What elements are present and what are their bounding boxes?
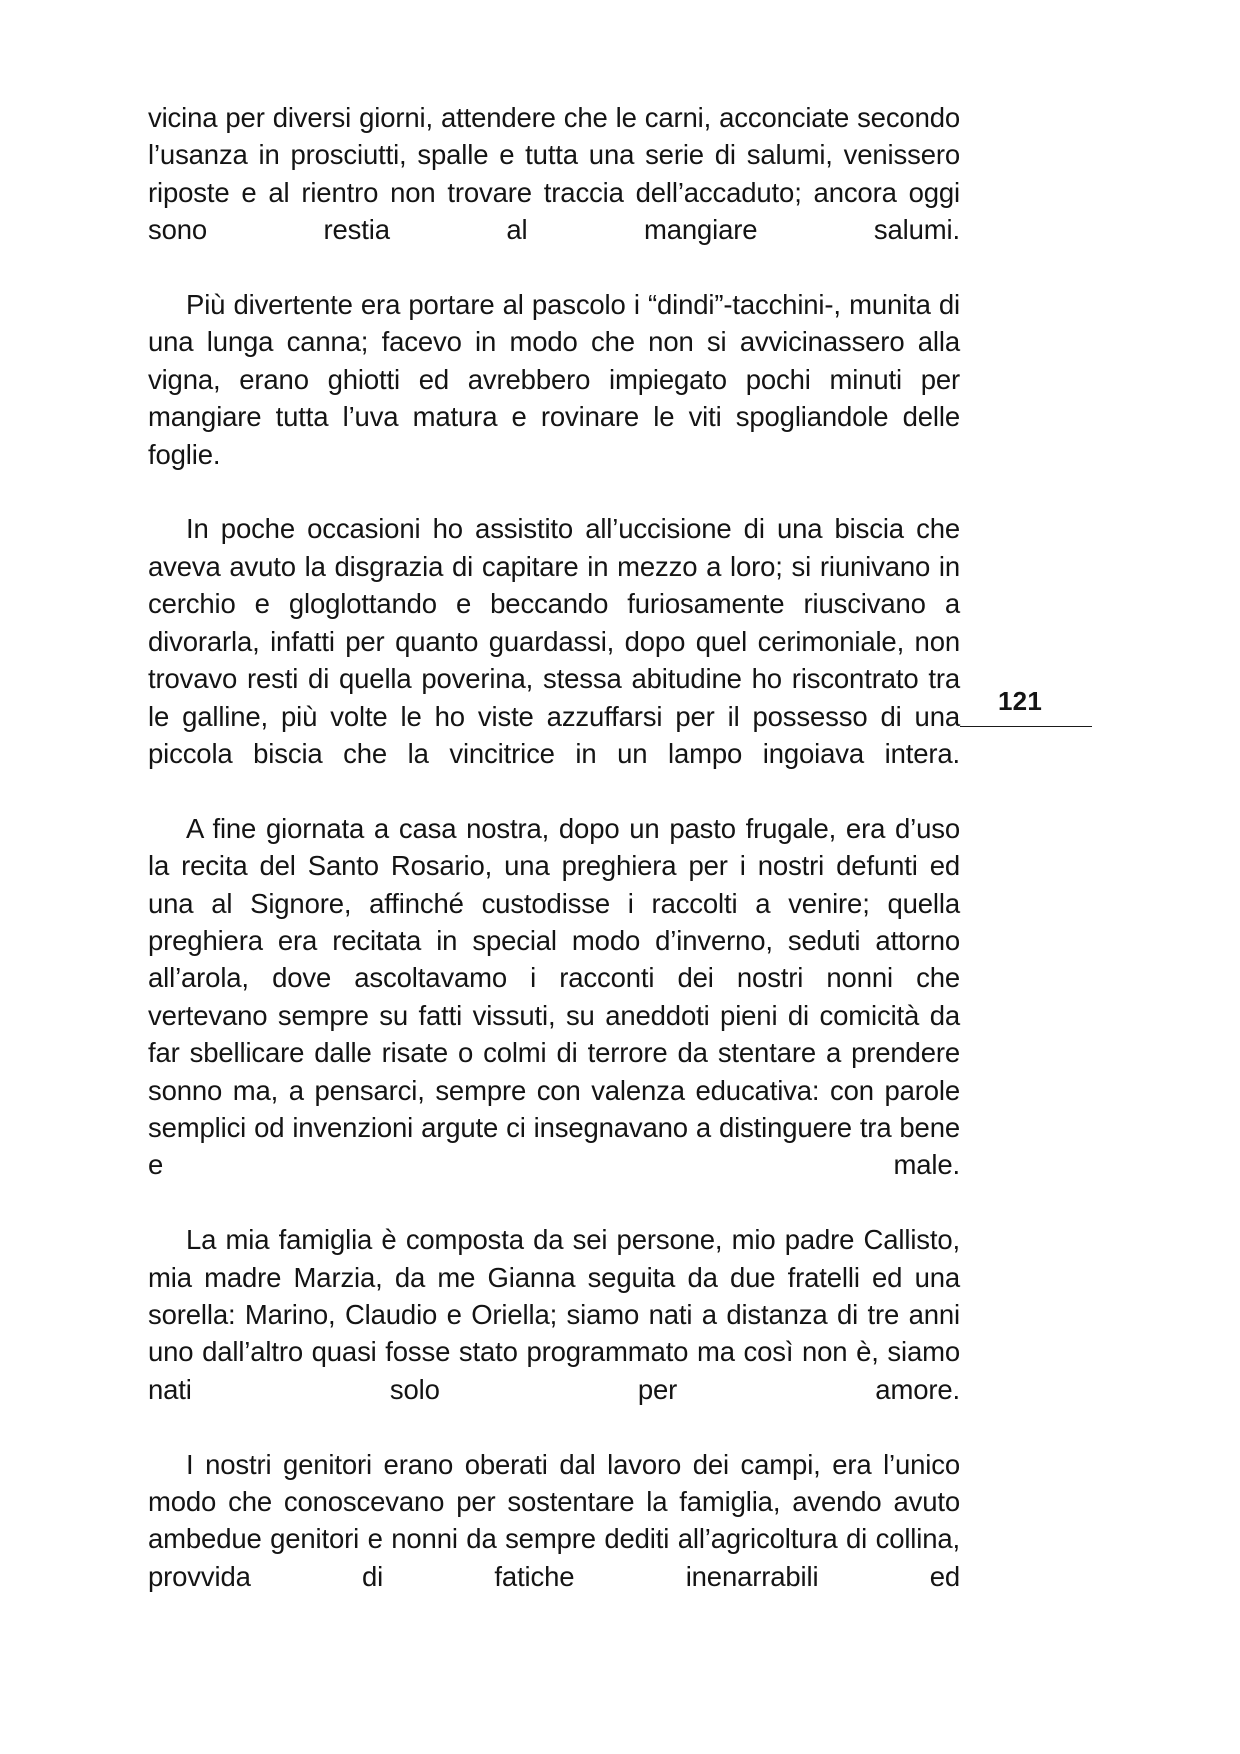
paragraph-2: Più divertente era portare al pascolo i “dindi”-tacchini-, munita di una lunga canna; facevo in modo che non si avvicinassero alla vigna, erano ghiotti ed avrebbero impiegato pochi minuti per mangiare tutta l’uva matura e rovinare le viti spogliandole delle foglie.	[148, 289, 960, 470]
folio	[960, 686, 1092, 727]
folio-divider	[960, 726, 1092, 727]
page-number: 121	[998, 686, 1042, 716]
body-text-column	[148, 99, 960, 1633]
paragraph-5: La mia famiglia è composta da sei persone, mio padre Callisto, mia madre Marzia, da me Gianna seguita da due fratelli ed una sorella: Marino, Claudio e Oriella; siamo nati a distanza di tre anni uno dall’altro quasi fosse stato programmato ma così non è, siamo nati solo per amore.	[148, 1224, 960, 1405]
paragraph-6: I nostri genitori erano oberati dal lavoro dei campi, era l’unico modo che conoscevano per sostentare la famiglia, avendo avuto ambedue genitori e nonni da sempre dediti all’agricoltura di collina, provvida di fatiche inenarrabili ed	[148, 1448, 960, 1592]
paragraph-3: In poche occasioni ho assistito all’uccisione di una biscia che aveva avuto la disgrazia di capitare in mezzo a loro; si riunivano in cerchio e gloglottando e beccando furiosamente riuscivano a divorarla, infatti per quanto guardassi, dopo quel cerimoniale, non trovavo resti di quella poverina, stessa abitudine ho riscontrato tra le galline, più volte le ho viste azzuffarsi per il possesso di una piccola biscia che la vincitrice in un lampo ingoiava intera.	[148, 513, 960, 769]
paragraph-1: vicina per diversi giorni, attendere che le carni, acconciate secondo l’usanza in prosciutti, spalle e tutta una serie di salumi, venissero riposte e al rientro non trovare traccia dell’accaduto; ancora oggi sono restia al mangiare salumi.	[148, 102, 960, 246]
paragraph-4: A fine giornata a casa nostra, dopo un pasto frugale, era d’uso la recita del Santo Rosario, una preghiera per i nostri defunti ed una al Signore, affinché custodisse i raccolti a venire; quella preghiera era recitata in special modo d’inverno, seduti attorno all’arola, dove ascoltavamo i racconti dei nostri nonni che vertevano sempre su fatti vissuti, su aneddoti pieni di comicità da far sbellicare dalle risate o colmi di terrore da stentare a prendere sonno ma, a pensarci, sempre con valenza educativa: con parole semplici od invenzioni argute ci insegnavano a distinguere tra bene e male.	[148, 812, 960, 1181]
